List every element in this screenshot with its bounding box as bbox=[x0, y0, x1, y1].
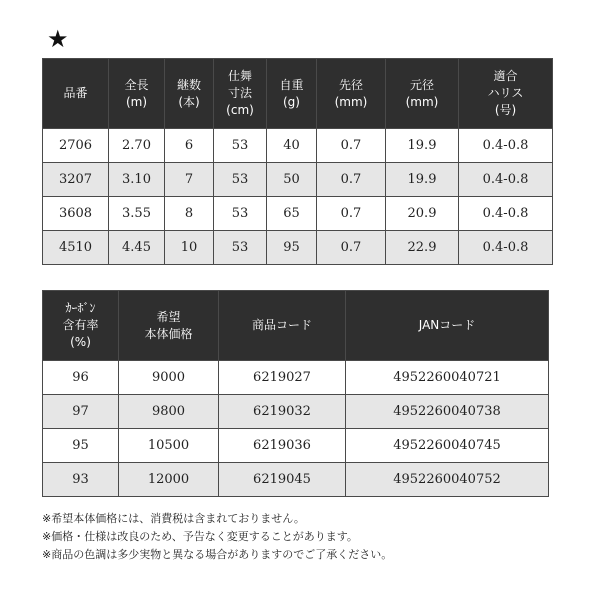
header-line: (g) bbox=[283, 94, 300, 109]
header-line: 含有率 bbox=[62, 318, 99, 332]
table-cell: 50 bbox=[267, 163, 317, 197]
header-line: 自重 bbox=[279, 77, 304, 92]
price-header-2 bbox=[219, 291, 346, 361]
table-cell: 6219036 bbox=[219, 429, 346, 463]
table-cell: 19.9 bbox=[386, 129, 459, 163]
header-line: 先径 bbox=[338, 77, 363, 92]
table-cell: 9000 bbox=[119, 361, 219, 395]
table-cell: 3.10 bbox=[109, 163, 165, 197]
spec-header-7 bbox=[459, 59, 553, 129]
table-cell: 0.4-0.8 bbox=[459, 163, 553, 197]
table-cell: 93 bbox=[43, 463, 119, 497]
table-cell: 6219045 bbox=[219, 463, 346, 497]
price-header-1 bbox=[119, 291, 219, 361]
spec-row bbox=[43, 129, 553, 163]
price-row bbox=[43, 463, 549, 497]
table-cell: 95 bbox=[43, 429, 119, 463]
table-cell: 10500 bbox=[119, 429, 219, 463]
table-cell: 97 bbox=[43, 395, 119, 429]
notes bbox=[42, 510, 392, 564]
header-line: 元径 bbox=[409, 77, 434, 92]
table-cell: 0.4-0.8 bbox=[459, 129, 553, 163]
table-cell: 10 bbox=[165, 231, 214, 265]
spec-header-row bbox=[43, 59, 553, 129]
table-cell: 0.4-0.8 bbox=[459, 197, 553, 231]
table-cell: 0.7 bbox=[317, 129, 386, 163]
spec-header-2 bbox=[165, 59, 214, 129]
price-header-3 bbox=[346, 291, 549, 361]
spec-table bbox=[42, 58, 553, 265]
table-cell: 3608 bbox=[43, 197, 109, 231]
header-line: 希望 bbox=[156, 309, 181, 324]
table-cell: 4952260040721 bbox=[346, 361, 549, 395]
table-cell: 3.55 bbox=[109, 197, 165, 231]
header-line: 寸法 bbox=[227, 86, 252, 100]
table-cell: 12000 bbox=[119, 463, 219, 497]
table-cell: 6219032 bbox=[219, 395, 346, 429]
table-cell: 53 bbox=[214, 231, 267, 265]
header-line: 継数 bbox=[176, 77, 201, 92]
spec-header-1 bbox=[109, 59, 165, 129]
spec-header-4 bbox=[267, 59, 317, 129]
table-cell: 65 bbox=[267, 197, 317, 231]
spec-header-0 bbox=[43, 59, 109, 129]
table-cell: 2.70 bbox=[109, 129, 165, 163]
price-table bbox=[42, 290, 549, 497]
table-cell: 2706 bbox=[43, 129, 109, 163]
header-line: (mm) bbox=[405, 94, 439, 109]
header-line: (号) bbox=[494, 103, 517, 117]
table-cell: 20.9 bbox=[386, 197, 459, 231]
header-line: (本) bbox=[178, 94, 200, 109]
header-line: 仕舞 bbox=[227, 69, 252, 83]
table-cell: 6219027 bbox=[219, 361, 346, 395]
table-cell: 4510 bbox=[43, 231, 109, 265]
header-line: ハリス bbox=[487, 86, 524, 100]
table-cell: 8 bbox=[165, 197, 214, 231]
table-cell: 53 bbox=[214, 129, 267, 163]
header-line: 適合 bbox=[493, 69, 518, 83]
header-line: (%) bbox=[70, 335, 91, 349]
spec-header-3 bbox=[214, 59, 267, 129]
header-line: (mm) bbox=[334, 94, 368, 109]
note-color: ※商品の色調は多少実物と異なる場合がありますのでご了承ください。 bbox=[42, 548, 393, 561]
table-cell: 19.9 bbox=[386, 163, 459, 197]
header-line: 品番 bbox=[63, 86, 88, 100]
table-cell: 95 bbox=[267, 231, 317, 265]
table-cell: 6 bbox=[165, 129, 214, 163]
table-cell: 0.4-0.8 bbox=[459, 231, 553, 265]
table-cell: 4.45 bbox=[109, 231, 165, 265]
header-line: 全長 bbox=[124, 77, 149, 92]
table-cell: 4952260040752 bbox=[346, 463, 549, 497]
spec-row bbox=[43, 163, 553, 197]
header-line: ｶｰﾎﾞﾝ bbox=[65, 301, 96, 315]
table-cell: 40 bbox=[267, 129, 317, 163]
header-line: 本体価格 bbox=[144, 326, 193, 341]
note-tax: ※希望本体価格には、消費税は含まれておりません。 bbox=[42, 512, 305, 525]
price-row bbox=[43, 361, 549, 395]
table-cell: 0.7 bbox=[317, 197, 386, 231]
spec-header-5 bbox=[317, 59, 386, 129]
table-cell: 4952260040738 bbox=[346, 395, 549, 429]
price-body bbox=[43, 361, 549, 497]
price-header-row bbox=[43, 291, 549, 361]
price-row bbox=[43, 395, 549, 429]
note-change: ※価格・仕様は改良のため、予告なく変更することがあります。 bbox=[42, 530, 358, 543]
spec-row bbox=[43, 231, 553, 265]
header-line: (m) bbox=[125, 94, 148, 109]
table-cell: 4952260040745 bbox=[346, 429, 549, 463]
header-line: 商品コード bbox=[251, 318, 312, 332]
table-cell: 0.7 bbox=[317, 231, 386, 265]
table-cell: 53 bbox=[214, 197, 267, 231]
table-cell: 0.7 bbox=[317, 163, 386, 197]
table-cell: 9800 bbox=[119, 395, 219, 429]
table-cell: 7 bbox=[165, 163, 214, 197]
spec-row bbox=[43, 197, 553, 231]
header-line: JANコード bbox=[418, 318, 476, 332]
star-icon: ★ bbox=[47, 25, 69, 53]
spec-header-6 bbox=[386, 59, 459, 129]
price-row bbox=[43, 429, 549, 463]
price-header-0 bbox=[43, 291, 119, 361]
table-cell: 96 bbox=[43, 361, 119, 395]
table-cell: 3207 bbox=[43, 163, 109, 197]
table-cell: 22.9 bbox=[386, 231, 459, 265]
header-line: (cm) bbox=[226, 103, 254, 117]
table-cell: 53 bbox=[214, 163, 267, 197]
spec-body bbox=[43, 129, 553, 265]
